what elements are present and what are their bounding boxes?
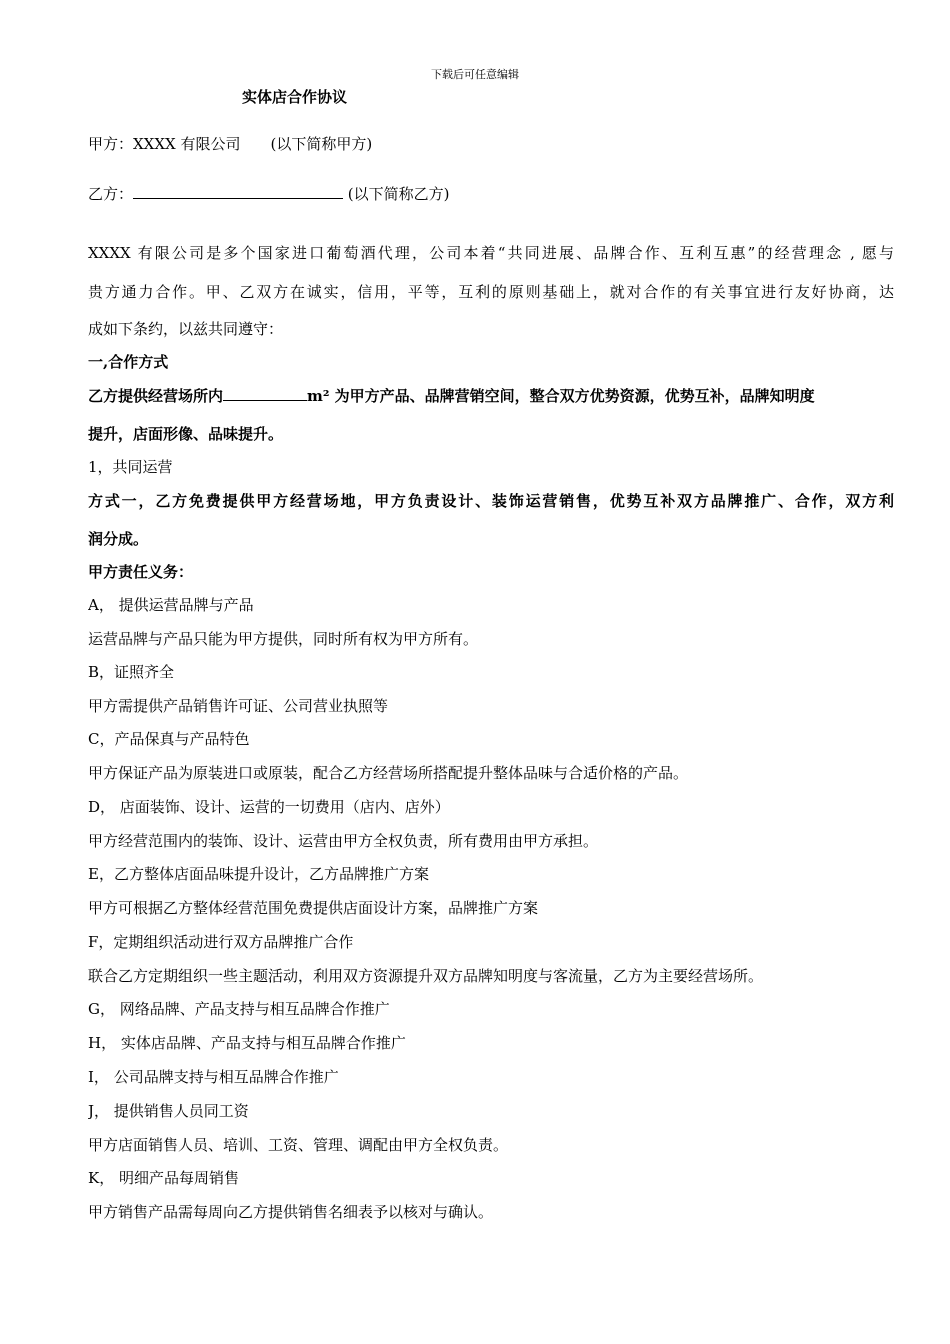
page-header: 下载后可任意编辑 bbox=[431, 68, 519, 81]
party-b-blank bbox=[133, 184, 343, 199]
section-1-heading: 一,合作方式 bbox=[88, 353, 169, 371]
mode-1-line-1: 方式一，乙方免费提供甲方经营场地，甲方负责设计、装饰运营销售，优势互补双方品牌推广、合作，双方利 bbox=[88, 492, 894, 510]
item-g-title: G， 网络品牌、产品支持与相互品牌合作推广 bbox=[88, 1000, 390, 1018]
item-b-title: B，证照齐全 bbox=[88, 663, 175, 681]
intro-line-1: XXXX 有限公司是多个国家进口葡萄酒代理，公司本着“共同进展、品牌合作、互利互惠”的经营理念 , 愿与 bbox=[88, 244, 894, 262]
item-i-title: I， 公司品牌支持与相互品牌合作推广 bbox=[88, 1068, 339, 1086]
party-b-suffix: (以下简称乙方) bbox=[343, 185, 450, 203]
item-h-title: H， 实体店品牌、产品支持与相互品牌合作推广 bbox=[88, 1034, 406, 1052]
item-j-title: J， 提供销售人员同工资 bbox=[88, 1102, 249, 1120]
party-a-suffix: (以下简称甲方) bbox=[270, 135, 373, 153]
section-1-desc-post: m² 为甲方产品、品牌营销空间，整合双方优势资源，优势互补，品牌知明度 bbox=[307, 387, 815, 405]
section-1-desc-pre: 乙方提供经营场所内 bbox=[88, 387, 224, 405]
item-d-title: D， 店面装饰、设计、运营的一切费用（店内、店外） bbox=[88, 798, 450, 816]
item-k-title: K， 明细产品每周销售 bbox=[88, 1169, 239, 1187]
item-e-title: E，乙方整体店面品味提升设计，乙方品牌推广方案 bbox=[88, 865, 429, 883]
subsection-1: 1，共同运营 bbox=[88, 458, 173, 476]
mode-1-line-2: 润分成。 bbox=[88, 530, 149, 548]
intro-line-3: 成如下条约，以兹共同遵守： bbox=[88, 320, 284, 338]
party-a-line bbox=[88, 134, 894, 154]
item-b-desc: 甲方需提供产品销售许可证、公司营业执照等 bbox=[88, 697, 389, 715]
duties-heading: 甲方责任义务： bbox=[88, 563, 194, 581]
document-title: 实体店合作协议 bbox=[242, 88, 348, 106]
item-c-desc: 甲方保证产品为原装进口或原装，配合乙方经营场所搭配提升整体品味与合适价格的产品。 bbox=[88, 764, 689, 782]
intro-line-2: 贵方通力合作。甲、乙双方在诚实，信用，平等，互利的原则基础上，就对合作的有关事宜进行友好协商，达 bbox=[88, 283, 894, 301]
item-d-desc: 甲方经营范围内的装饰、设计、运营由甲方全权负责，所有费用由甲方承担。 bbox=[88, 832, 599, 850]
area-blank bbox=[223, 386, 307, 401]
party-b-label: 乙方： bbox=[88, 185, 134, 203]
item-c-title: C，产品保真与产品特色 bbox=[88, 730, 250, 748]
item-e-desc: 甲方可根据乙方整体经营范围免费提供店面设计方案，品牌推广方案 bbox=[88, 899, 539, 917]
party-b-line bbox=[88, 184, 894, 204]
section-1-desc-line-2: 提升，店面形像、品味提升。 bbox=[88, 425, 284, 443]
item-f-desc: 联合乙方定期组织一些主题活动，利用双方资源提升双方品牌知明度与客流量，乙方为主要经营场所。 bbox=[88, 967, 764, 985]
item-a-desc: 运营品牌与产品只能为甲方提供，同时所有权为甲方所有。 bbox=[88, 630, 479, 648]
party-a-label: 甲方：XXXX 有限公司 bbox=[88, 135, 241, 153]
item-a-title: A， 提供运营品牌与产品 bbox=[88, 596, 254, 614]
item-j-desc: 甲方店面销售人员、培训、工资、管理、调配由甲方全权负责。 bbox=[88, 1136, 509, 1154]
section-1-desc-line-1 bbox=[88, 386, 894, 406]
item-k-desc: 甲方销售产品需每周向乙方提供销售名细表予以核对与确认。 bbox=[88, 1203, 494, 1221]
item-f-title: F，定期组织活动进行双方品牌推广合作 bbox=[88, 933, 354, 951]
